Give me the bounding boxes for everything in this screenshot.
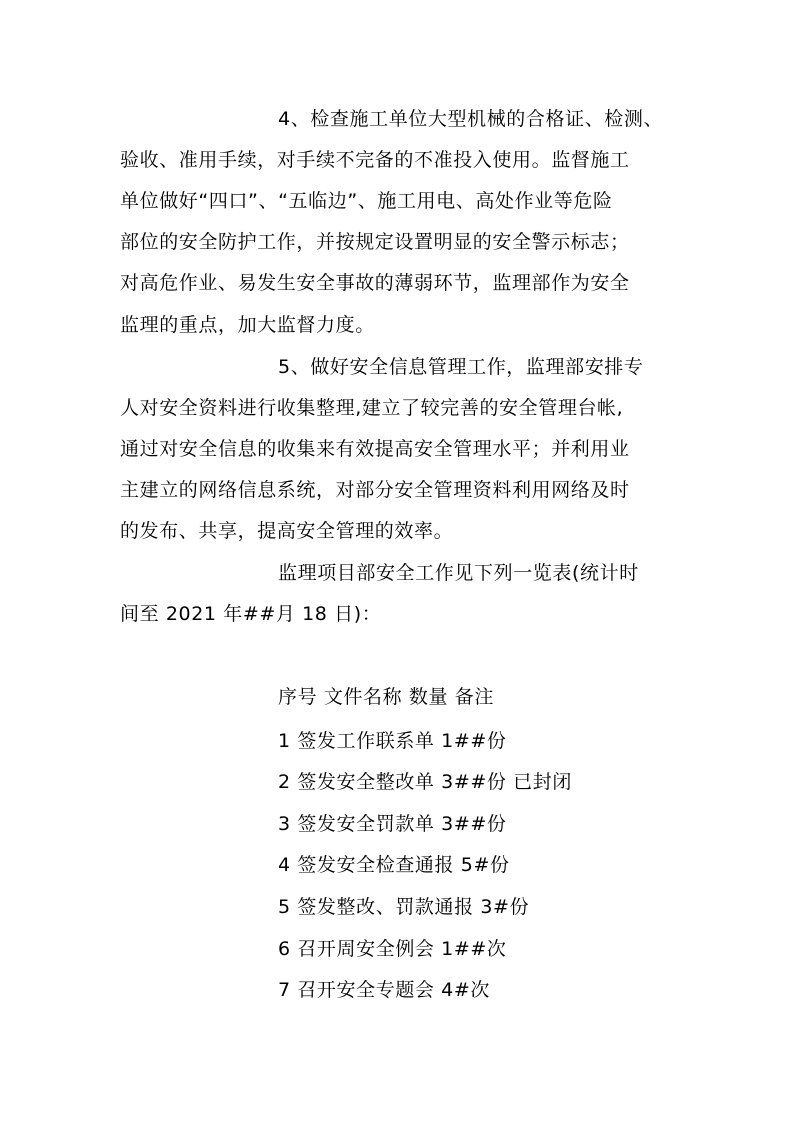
paragraph-5-line: 主建立的网络信息系统，对部分安全管理资料利用网络及时: [120, 479, 630, 501]
paragraph-5-line: 的发布、共享，提高安全管理的效率。: [120, 520, 454, 542]
paragraph-4-line: 对高危作业、易发生安全事故的薄弱环节，监理部作为安全: [120, 272, 630, 294]
paragraph-5-line: 人对安全资料进行收集整理,建立了较完善的安全管理台帐,: [120, 397, 624, 419]
paragraph-4-line: 4、检查施工单位大型机械的合格证、检测、: [278, 108, 664, 130]
paragraph-5-line: 通过对安全信息的收集来有效提高安全管理水平；并利用业: [120, 438, 630, 460]
table-row: 4 签发安全检查通报 5#份: [278, 854, 510, 876]
summary-intro-line: 间至 2021 年##月 18 日)：: [120, 603, 382, 625]
paragraph-4-line: 部位的安全防护工作，并按规定设置明显的安全警示标志；: [120, 231, 630, 253]
table-row: 3 签发安全罚款单 3##份: [278, 813, 507, 835]
table-header: 序号 文件名称 数量 备注: [278, 686, 494, 708]
table-row: 5 签发整改、罚款通报 3#份: [278, 896, 530, 918]
paragraph-4-line: 单位做好“四口”、“五临边”、施工用电、高处作业等危险: [120, 190, 613, 212]
table-row: 1 签发工作联系单 1##份: [278, 730, 507, 752]
summary-intro-line: 监理项目部安全工作见下列一览表(统计时: [278, 562, 639, 584]
paragraph-4-line: 验收、准用手续，对手续不完备的不准投入使用。监督施工: [120, 149, 630, 171]
table-row: 2 签发安全整改单 3##份 已封闭: [278, 771, 572, 793]
paragraph-5-line: 5、做好安全信息管理工作，监理部安排专: [278, 356, 644, 378]
table-row: 6 召开周安全例会 1##次: [278, 938, 507, 960]
table-row: 7 召开安全专题会 4#次: [278, 979, 490, 1001]
paragraph-4-line: 监理的重点，加大监督力度。: [120, 314, 375, 336]
